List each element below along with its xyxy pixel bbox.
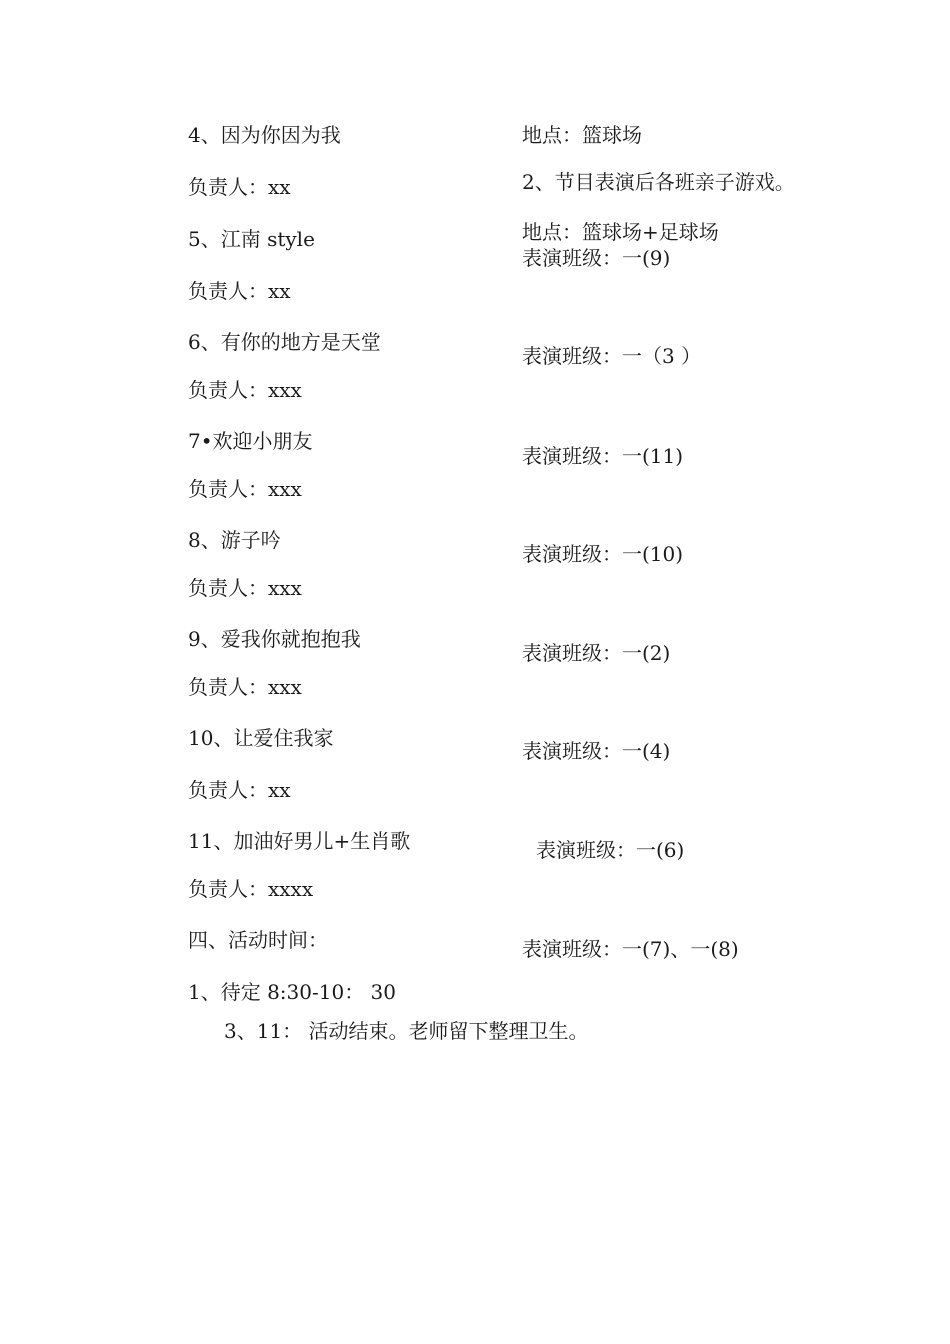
program-4-owner: 负责人：xx bbox=[188, 175, 291, 199]
performing-class-10: 表演班级：一(6) bbox=[536, 838, 685, 862]
performing-class-7: 表演班级：一(10) bbox=[522, 542, 684, 566]
time-item-2: 2、节目表演后各班亲子游戏。 bbox=[522, 170, 795, 194]
performing-class-4: 表演班级：一(9) bbox=[522, 246, 671, 270]
program-item-4: 4、因为你因为我 bbox=[188, 123, 341, 147]
location-2: 地点：篮球场+足球场 bbox=[522, 220, 719, 244]
performing-class-5: 表演班级：一（3 ） bbox=[522, 344, 702, 368]
performing-class-8: 表演班级：一(2) bbox=[522, 641, 671, 665]
program-item-9: 9、爱我你就抱抱我 bbox=[188, 627, 361, 651]
section-activity-time: 四、活动时间： bbox=[188, 928, 328, 952]
location-1: 地点：篮球场 bbox=[522, 123, 642, 147]
program-item-10: 10、让爱住我家 bbox=[188, 726, 334, 750]
time-item-1: 1、待定 8:30-10： 30 bbox=[188, 980, 397, 1004]
closing-line: 3、11： 活动结束。老师留下整理卫生。 bbox=[224, 1019, 589, 1043]
program-8-owner: 负责人：xxx bbox=[188, 576, 302, 600]
performing-class-6: 表演班级：一(11) bbox=[522, 444, 684, 468]
program-item-7: 7•欢迎小朋友 bbox=[188, 429, 313, 453]
program-item-6: 6、有你的地方是天堂 bbox=[188, 330, 381, 354]
program-9-owner: 负责人：xxx bbox=[188, 675, 302, 699]
program-6-owner: 负责人：xxx bbox=[188, 378, 302, 402]
program-5-owner: 负责人：xx bbox=[188, 279, 291, 303]
program-item-8: 8、游子吟 bbox=[188, 528, 281, 552]
performing-class-11: 表演班级：一(7)、一(8) bbox=[522, 937, 739, 961]
program-7-owner: 负责人：xxx bbox=[188, 477, 302, 501]
program-item-5: 5、江南 style bbox=[188, 227, 315, 251]
program-11-owner: 负责人：xxxx bbox=[188, 877, 314, 901]
performing-class-9: 表演班级：一(4) bbox=[522, 739, 671, 763]
program-10-owner: 负责人：xx bbox=[188, 778, 291, 802]
program-item-11: 11、加油好男儿+生肖歌 bbox=[188, 829, 411, 853]
